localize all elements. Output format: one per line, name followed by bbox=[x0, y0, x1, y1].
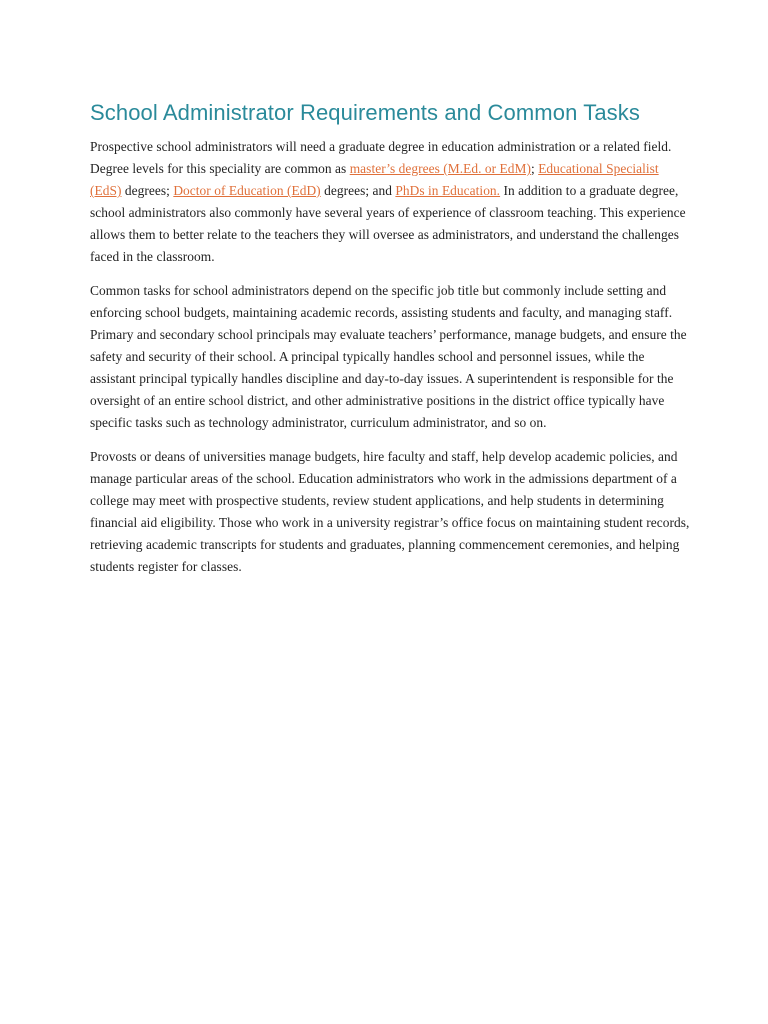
paragraph-degree-requirements bbox=[90, 136, 690, 268]
page-title: School Administrator Requirements and Common Tasks bbox=[90, 100, 640, 125]
paragraph-common-tasks: Common tasks for school administrators depend on the specific job title but commonly include setting and enforcing school budgets, maintaining academic records, assisting students and faculty, and managing staff. Primary and secondary school principals may evaluate teachers’ performance, manage budgets, and ensure the safety and security of their school. A principal typically handles school and personnel issues, while the assistant principal typically handles discipline and day-to-day issues. A superintendent is responsible for the oversight of an entire school district, and other administrative positions in the district office typically have specific tasks such as technology administrator, curriculum administrator, and so on. bbox=[90, 283, 687, 430]
paragraph-text: In addition to a graduate degree, school administrators also commonly have several years of experience of classroom teaching. This experience allows them to better relate to the teachers they will oversee as administrators, and understand the challenges faced in the classroom. bbox=[90, 183, 686, 264]
paragraph-university-administrators: Provosts or deans of universities manage budgets, hire faculty and staff, help develop academic policies, and manage particular areas of the school. Education administrators who work in the admissions department of a college may meet with prospective students, review student applications, and help students in determining financial aid eligibility. Those who work in a university registrar’s office focus on maintaining student records, retrieving academic transcripts for students and graduates, planning commencement ceremonies, and helping students register for classes. bbox=[90, 449, 690, 574]
educational-specialist-link[interactable]: Educational Specialist (EdS) bbox=[90, 161, 659, 198]
paragraph-text: degrees; and bbox=[320, 183, 396, 198]
paragraph-text: ; bbox=[531, 161, 539, 176]
doctor-of-education-link[interactable]: Doctor of Education (EdD) bbox=[173, 183, 321, 198]
paragraph-text: Prospective school administrators will need a graduate degree in education administration or a related field. Degree levels for this speciality are common as bbox=[90, 139, 672, 176]
phds-in-education-link[interactable]: PhDs in Education. bbox=[395, 183, 501, 198]
paragraph-text: degrees; bbox=[121, 183, 174, 198]
masters-degrees-link[interactable]: master’s degrees (M.Ed. or EdM) bbox=[349, 161, 532, 176]
document-page bbox=[90, 100, 690, 590]
